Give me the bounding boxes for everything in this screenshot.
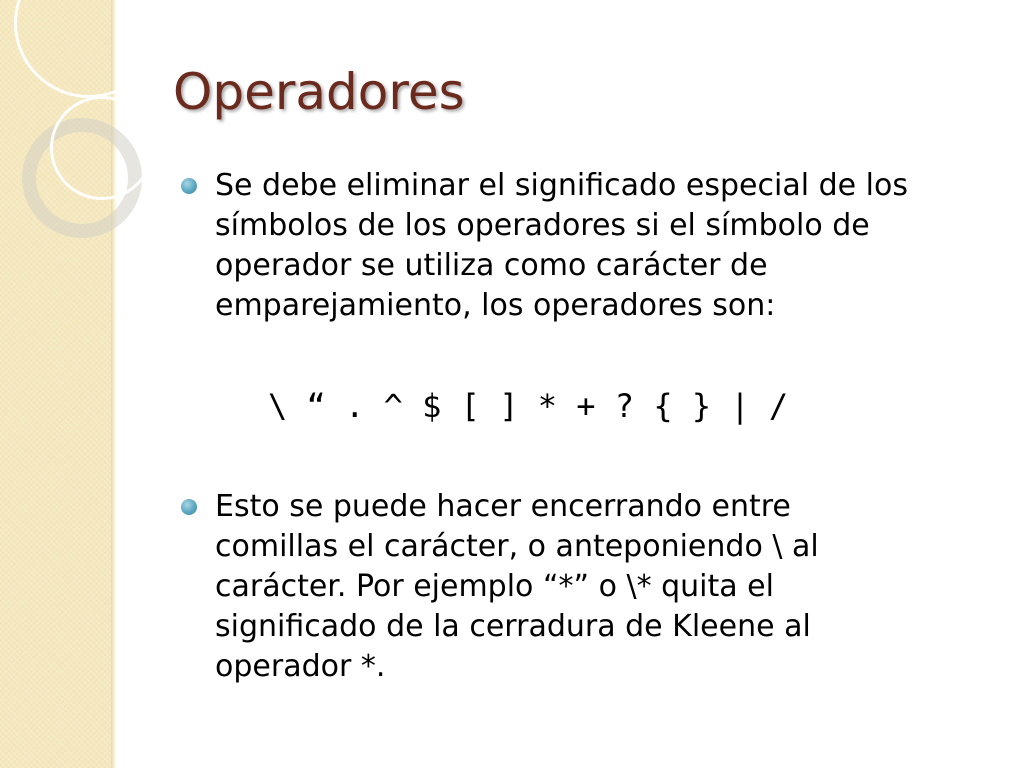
bullet-dot-icon xyxy=(181,178,197,194)
bullet-item xyxy=(181,487,981,687)
decorative-ring xyxy=(50,96,154,200)
bullet-item xyxy=(181,166,981,326)
operators-list: \ “ . ^ $ [ ] * + ? { } | / xyxy=(268,387,789,425)
slide-title: Operadores xyxy=(173,63,465,121)
bullet-dot-icon xyxy=(181,499,197,515)
bullet-text: Se debe eliminar el significado especial de los símbolos de los operadores si el símbolo de operador se utiliza como carácter de emparejamiento, los operadores son: xyxy=(215,168,908,323)
bullet-text: Esto se puede hacer encerrando entre comillas el carácter, o anteponiendo \ al carácter. Por ejemplo “*” o \* quita el significado de la cerradura de Kleene al operador *. xyxy=(215,489,819,684)
